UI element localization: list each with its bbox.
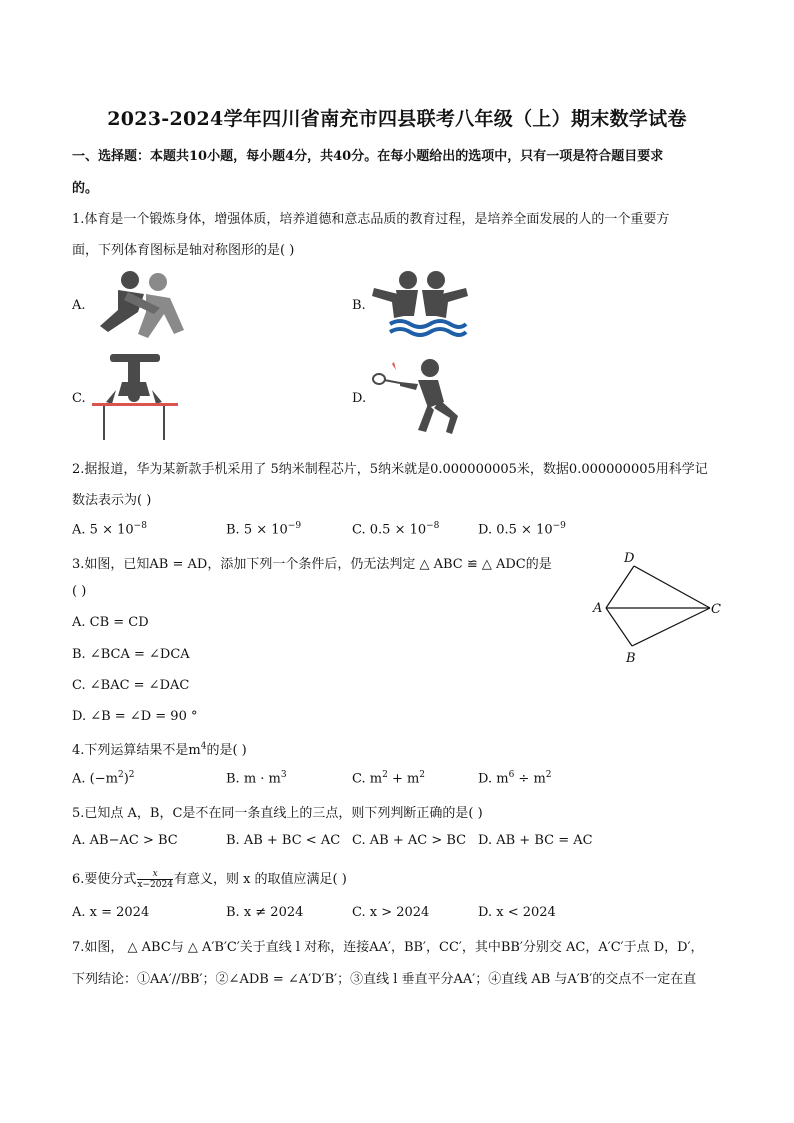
q3-point-d: D <box>624 551 635 566</box>
q7-stem: 7.如图， △ ABC与 △ A′B′C′关于直线 l 对称，连接AA′，BB′，CC′，其中BB′分别交 AC，A′C′于点 D，D′， <box>72 940 704 955</box>
q5-option-c: C. AB + AC > BC <box>352 833 467 848</box>
gymnastics-icon <box>88 352 188 442</box>
q5-stem: 5.已知点 A，B，C是不在同一条直线上的三点，则下列判断正确的是( ) <box>72 806 483 821</box>
q3-option-d: D. ∠B = ∠D = 90 ° <box>72 709 198 724</box>
q2-stem: 2.据报道，华为某新款手机采用了 5纳米制程芯片，5纳米就是0.000000005米，数据0.000000005用科学记 <box>72 462 708 477</box>
q1-option-b-label: B. <box>352 298 366 313</box>
q6-option-c: C. x > 2024 <box>352 905 430 920</box>
q6-option-a: A. x = 2024 <box>72 905 150 920</box>
q1-option-a-label: A. <box>72 298 86 313</box>
badminton-icon <box>370 356 480 440</box>
water-polo-icon <box>370 266 470 338</box>
q6-option-d: D. x < 2024 <box>478 905 556 920</box>
q3-option-a: A. CB = CD <box>72 615 149 630</box>
q6-stem: 6.要使分式 $\frac{x}{x-2024}$ 有意义，则 x 的取值应满足( ) <box>72 869 347 890</box>
q4-option-b: B. $m \cdot m^3$ <box>226 770 287 787</box>
q5-option-b: B. AB + BC < AC <box>226 833 341 848</box>
q2-option-b: B. $5 \times 10^{-9}$ <box>226 521 302 538</box>
q3-point-a: A <box>593 601 603 616</box>
q4-option-a: A. $(-m^2)^2$ <box>72 770 135 787</box>
section-header-cont: 的。 <box>72 181 99 196</box>
q3-option-b: B. ∠BCA = ∠DCA <box>72 647 190 662</box>
q2-option-d: D. $0.5 \times 10^{-9}$ <box>478 521 566 538</box>
page-title: 2023-2024学年四川省南充市四县联考八年级（上）期末数学试卷 <box>107 108 687 130</box>
q1-option-c-label: C. <box>72 391 86 406</box>
q2-stem-cont: 数法表示为( ) <box>72 493 152 508</box>
q6-option-b: B. x ≠ 2024 <box>226 905 304 920</box>
q3-stem: 3.如图，已知AB = AD，添加下列一个条件后，仍无法判定 △ ABC ≌ △ ADC的是 <box>72 557 552 572</box>
q4-stem: 4.下列运算结果不是$m^4$的是( ) <box>72 741 247 758</box>
q5-option-a: A. AB−AC > BC <box>72 833 178 848</box>
q1-option-d-label: D. <box>352 391 367 406</box>
q2-option-a: A. $5 \times 10^{-8}$ <box>72 521 147 538</box>
section-header: 一、选择题：本题共10小题，每小题4分，共40分。在每小题给出的选项中，只有一项是符合题目要求 <box>72 149 664 164</box>
q3-stem-cont: ( ) <box>72 584 87 599</box>
q7-stem-cont: 下列结论：①AA′//BB′；②∠ADB = ∠A′D′B′；③直线 l 垂直平分AA′；④直线 AB 与A′B′的交点不一定在直 <box>72 972 697 987</box>
q4-option-d: D. $m^6 \div m^2$ <box>478 770 552 787</box>
q4-option-c: C. $m^2 + m^2$ <box>352 770 426 787</box>
wrestling-icon <box>88 268 188 340</box>
q3-option-c: C. ∠BAC = ∠DAC <box>72 678 190 693</box>
q3-point-b: B <box>626 651 636 666</box>
q3-point-c: C <box>711 602 721 617</box>
q6-fraction: $\frac{x}{x-2024}$ <box>137 869 173 890</box>
q3-quadrilateral-figure <box>588 548 728 672</box>
q1-stem: 1.体育是一个锻炼身体，增强体质，培养道德和意志品质的教育过程，是培养全面发展的人的一个重要方 <box>72 212 670 227</box>
q5-option-d: D. AB + BC = AC <box>478 833 593 848</box>
q2-option-c: C. $0.5 \times 10^{-8}$ <box>352 521 440 538</box>
q1-stem-cont: 面，下列体育图标是轴对称图形的是( ) <box>72 243 295 258</box>
